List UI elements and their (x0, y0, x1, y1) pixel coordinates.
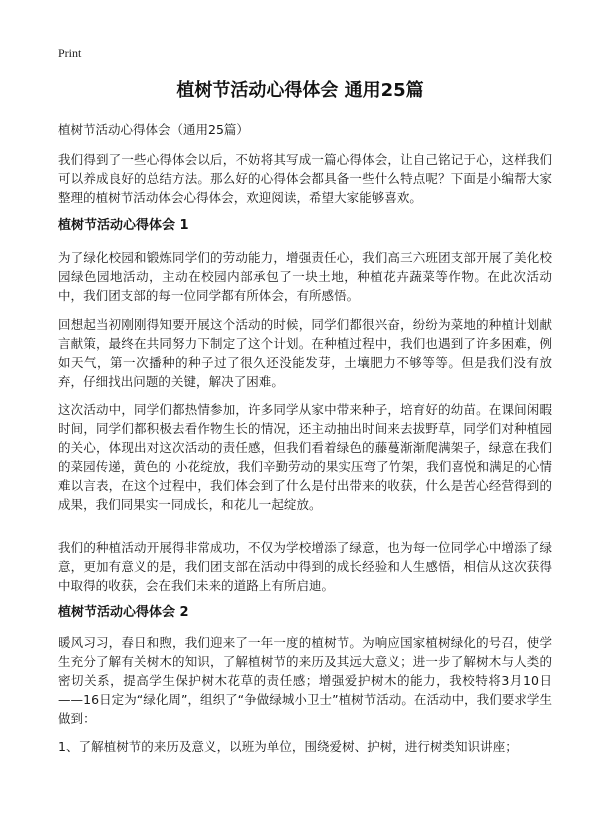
print-link[interactable]: Print (58, 46, 82, 60)
intro-paragraph: 我们得到了一些心得体会以后，不妨将其写成一篇心得体会，让自己铭记于心，这样我们可以养成良好的总结方法。那么好的心得体会都具备一些什么特点呢？下面是小编帮大家整理的植树节活动体会心得体会，欢迎阅读，希望大家能够喜欢。 (58, 152, 552, 205)
section-2-list-item-1: 1、了解植树节的来历及意义，以班为单位，围绕爱树、护树，进行树类知识讲座； (58, 739, 518, 754)
section-1-paragraph-1: 为了绿化校园和锻炼同学们的劳动能力，增强责任心，我们高三六班团支部开展了美化校园绿色园地活动，主动在校园内部承包了一块土地，种植花卉蔬菜等作物。在此次活动中，我们团支部的每一位同学都有所体会，有所感悟。 (58, 250, 552, 303)
section-2-paragraph-1: 暖风习习，春日和煦，我们迎来了一年一度的植树节。为响应国家植树绿化的号召，使学生充分了解有关树木的知识，了解植树节的来历及其远大意义；进一步了解树木与人类的密切关系，提高学生保护树木花草的责任感；增强爱护树木的能力，我校特将3月10日——16日定为“绿化周”，组织了“争做绿城小卫士”植树节活动。在活动中，我们要求学生做到： (58, 635, 552, 726)
section-heading-2: 植树节活动心得体会 2 (58, 605, 189, 620)
section-heading-1: 植树节活动心得体会 1 (58, 218, 189, 233)
section-1-paragraph-2: 回想起当初刚刚得知要开展这个活动的时候，同学们都很兴奋，纷纷为菜地的种植计划献言献策，最终在共同努力下制定了这个计划。在种植过程中，我们也遇到了许多困难，例如天气，第一次播种的种子过了很久还没能发芽，土壤肥力不够等等。但是我们没有放弃，仔细找出问题的关键，解决了困难。 (58, 317, 552, 389)
section-1-paragraph-3: 这次活动中，同学们都热情参加，许多同学从家中带来种子，培育好的幼苗。在课间闲暇时间，同学们都积极去看作物生长的情况，还主动抽出时间来去拔野草，同学们对种植园的关心，体现出对这次活动的责任感，但我们看着绿色的藤蔓渐渐爬满架子，绿意在我们的菜园传递，黄色的 小花绽放，我们辛勤劳动的果实压弯了竹架，我们喜悦和满足的心情难以言表，在这个过程中，我们体会到了什么是付出带来的收获，什么是苦心经营得到的成果，我们同果实一同成长，和花儿一起绽放。 (58, 402, 552, 512)
section-1-paragraph-4: 我们的种植活动开展得非常成功，不仅为学校增添了绿意，也为每一位同学心中增添了绿意，更加有意义的是，我们团支部在活动中得到的成长经验和人生感悟，相信从这次获得中取得的收获，会在我们未来的道路上有所启迪。 (58, 540, 552, 593)
page-title: 植树节活动心得体会 通用25篇 (176, 80, 424, 101)
document-subtitle: 植树节活动心得体会（通用25篇） (58, 122, 249, 137)
